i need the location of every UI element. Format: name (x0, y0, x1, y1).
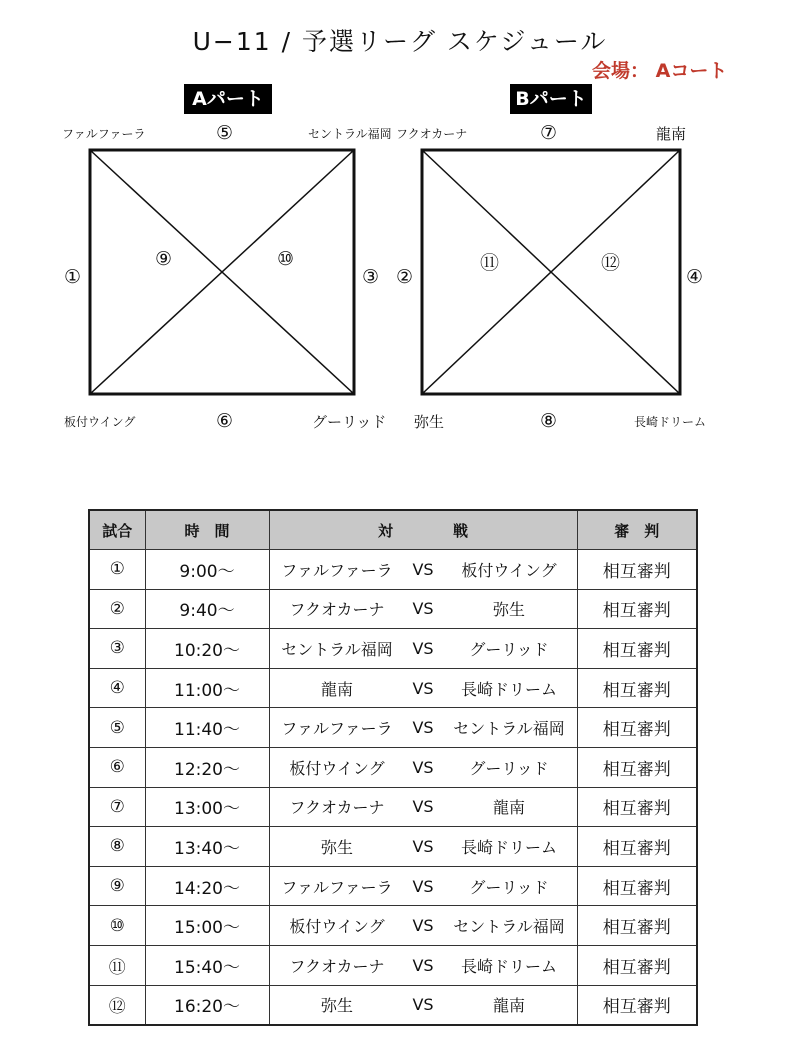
part-a-top-left-team: ファルファーラ (62, 127, 146, 141)
away-team: 長崎ドリーム (460, 679, 557, 699)
match-number: ⑦ (89, 787, 145, 827)
match-number: ⑨ (89, 866, 145, 906)
matchup-cell (269, 550, 577, 590)
referee: 相互審判 (577, 668, 697, 708)
match-time: 11:00〜 (145, 668, 269, 708)
part-b-left-match-number: ② (396, 266, 414, 288)
matchup-cell (269, 708, 577, 748)
home-team: ファルファーラ (281, 560, 393, 580)
match-number: ① (89, 550, 145, 590)
referee: 相互審判 (577, 589, 697, 629)
match-number: ② (89, 589, 145, 629)
matchup-cell (269, 747, 577, 787)
header-referee: 審 判 (577, 510, 697, 550)
away-team: 龍南 (492, 798, 525, 818)
away-team: 弥生 (492, 600, 525, 620)
schedule-row (89, 708, 697, 748)
part-a-bottom-right-team: グーリッド (312, 413, 387, 431)
vs-label: VS (412, 757, 434, 777)
away-team: 板付ウイング (461, 560, 557, 580)
home-team: 弥生 (320, 996, 353, 1016)
vs-label: VS (412, 599, 434, 619)
schedule-table (88, 509, 698, 1026)
match-number: ⑪ (89, 945, 145, 985)
match-number: ⑫ (89, 985, 145, 1025)
schedule-row (89, 668, 697, 708)
match-time: 9:40〜 (145, 589, 269, 629)
matchup-cell (269, 589, 577, 629)
away-team: グーリッド (469, 758, 549, 778)
match-time: 13:40〜 (145, 827, 269, 867)
referee: 相互審判 (577, 866, 697, 906)
page-title: U−11 / 予選リーグ スケジュール (192, 27, 608, 56)
away-team: グーリッド (469, 877, 549, 897)
match-number: ⑥ (89, 747, 145, 787)
match-time: 10:20〜 (145, 629, 269, 669)
part-a-league-square (88, 148, 356, 396)
match-time: 13:00〜 (145, 787, 269, 827)
matchup-cell (269, 787, 577, 827)
matchup-cell (269, 985, 577, 1025)
matchup-cell (269, 827, 577, 867)
matchup-cell (269, 629, 577, 669)
schedule-row (89, 866, 697, 906)
referee: 相互審判 (577, 906, 697, 946)
match-number: ⑧ (89, 827, 145, 867)
matchup-cell (269, 668, 577, 708)
schedule-row (89, 945, 697, 985)
vs-label: VS (412, 836, 434, 856)
schedule-row (89, 629, 697, 669)
referee: 相互審判 (577, 629, 697, 669)
match-time: 12:20〜 (145, 747, 269, 787)
matchup-cell (269, 866, 577, 906)
match-time: 15:00〜 (145, 906, 269, 946)
vs-label: VS (412, 718, 434, 738)
schedule-header-row (89, 510, 697, 550)
part-b-diagonal-match-number-left: ⑪ (480, 252, 500, 274)
home-team: フクオカーナ (289, 600, 385, 620)
match-time: 16:20〜 (145, 985, 269, 1025)
vs-label: VS (412, 797, 434, 817)
match-number: ⑤ (89, 708, 145, 748)
part-b-top-left-team: フクオカーナ (396, 127, 468, 141)
referee: 相互審判 (577, 747, 697, 787)
schedule-row (89, 589, 697, 629)
part-a-right-match-number: ③ (362, 266, 380, 288)
matchup-cell (269, 906, 577, 946)
schedule-row (89, 906, 697, 946)
away-team: 長崎ドリーム (460, 837, 557, 857)
home-team: 龍南 (320, 679, 353, 699)
referee: 相互審判 (577, 708, 697, 748)
part-a-bottom-match-number: ⑥ (216, 410, 234, 432)
part-b-bottom-match-number: ⑧ (540, 410, 558, 432)
part-b-bottom-left-team: 弥生 (414, 413, 445, 431)
part-b-diagonal-match-number-right: ⑫ (601, 252, 621, 274)
schedule-row (89, 985, 697, 1025)
vs-label: VS (412, 995, 434, 1015)
match-time: 14:20〜 (145, 866, 269, 906)
matchup-cell (269, 945, 577, 985)
vs-label: VS (412, 955, 434, 975)
vs-label: VS (412, 876, 434, 896)
home-team: フクオカーナ (289, 956, 385, 976)
away-team: グーリッド (469, 639, 549, 659)
away-team: 長崎ドリーム (460, 956, 557, 976)
part-b-top-right-team: 龍南 (656, 125, 687, 143)
header-matchup: 対 戦 (269, 510, 577, 550)
header-time: 時 間 (145, 510, 269, 550)
part-a-diagonal-match-number-right: ⑩ (277, 248, 295, 270)
part-a-top-right-team: セントラル福岡 (308, 127, 392, 141)
part-a-top-match-number: ⑤ (216, 122, 234, 144)
home-team: 板付ウイング (289, 758, 385, 778)
vs-label: VS (412, 559, 434, 579)
part-a-diagonal-match-number-left: ⑨ (155, 248, 173, 270)
home-team: セントラル福岡 (281, 639, 393, 659)
match-time: 11:40〜 (145, 708, 269, 748)
away-team: セントラル福岡 (453, 917, 565, 937)
referee: 相互審判 (577, 550, 697, 590)
home-team: ファルファーラ (281, 877, 393, 897)
schedule-row (89, 747, 697, 787)
match-number: ④ (89, 668, 145, 708)
match-time: 15:40〜 (145, 945, 269, 985)
match-number: ⑩ (89, 906, 145, 946)
part-b-label: Bパート (510, 84, 592, 114)
vs-label: VS (412, 638, 434, 658)
referee: 相互審判 (577, 985, 697, 1025)
part-a-left-match-number: ① (64, 266, 82, 288)
match-time: 9:00〜 (145, 550, 269, 590)
schedule-row (89, 550, 697, 590)
schedule-row (89, 827, 697, 867)
home-team: フクオカーナ (289, 798, 385, 818)
part-b-league-square (420, 148, 682, 396)
referee: 相互審判 (577, 945, 697, 985)
vs-label: VS (412, 916, 434, 936)
away-team: セントラル福岡 (453, 719, 565, 739)
venue-label: 会場： Aコート (592, 60, 728, 82)
referee: 相互審判 (577, 827, 697, 867)
home-team: 弥生 (320, 837, 353, 857)
away-team: 龍南 (492, 996, 525, 1016)
header-match: 試合 (89, 510, 145, 550)
schedule-row (89, 787, 697, 827)
referee: 相互審判 (577, 787, 697, 827)
vs-label: VS (412, 678, 434, 698)
home-team: ファルファーラ (281, 719, 393, 739)
part-b-top-match-number: ⑦ (540, 122, 558, 144)
home-team: 板付ウイング (289, 917, 385, 937)
part-a-label: Aパート (184, 84, 272, 114)
part-a-bottom-left-team: 板付ウイング (64, 415, 136, 429)
match-number: ③ (89, 629, 145, 669)
part-b-right-match-number: ④ (686, 266, 704, 288)
part-b-bottom-right-team: 長崎ドリーム (634, 415, 707, 429)
